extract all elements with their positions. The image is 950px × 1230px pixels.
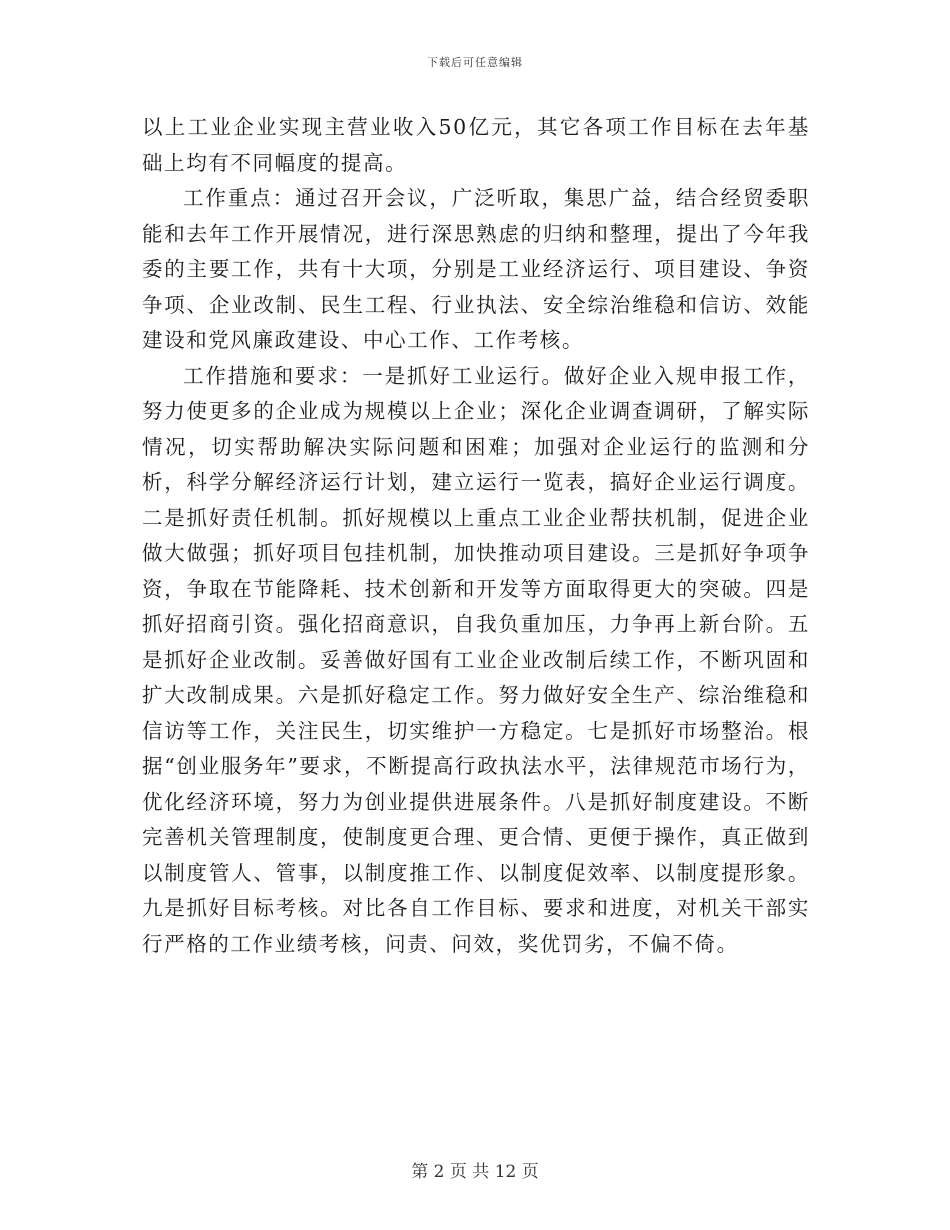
page-number-footer: 第 2 页 共 12 页 bbox=[411, 1162, 539, 1182]
paragraph-work-focus: 工作重点：通过召开会议，广泛听取，集思广益，结合经贸委职能和去年工作开展情况，进行深思熟虑的归纳和整理，提出了今年我委的主要工作，共有十大项，分别是工业经济运行、项目建设、争资争项、企业改制、民生工程、行业执法、安全综治维稳和信访、效能建设和党风廉政建设、中心工作、工作考核。 bbox=[142, 186, 810, 352]
paragraph-continuation: 以上工业企业实现主营业收入50亿元，其它各项工作目标在去年基础上均有不同幅度的提高。 bbox=[142, 115, 810, 175]
paragraph-work-measures: 工作措施和要求：一是抓好工业运行。做好企业入规申报工作，努力使更多的企业成为规模以上企业；深化企业调查调研，了解实际情况，切实帮助解决实际问题和困难；加强对企业运行的监测和分析，科学分解经济运行计划，建立运行一览表，搞好企业运行调度。二是抓好责任机制。抓好规模以上重点工业企业帮扶机制，促进企业做大做强；抓好项目包挂机制，加快推动项目建设。三是抓好争项争资，争取在节能降耗、技术创新和开发等方面取得更大的突破。四是抓好招商引资。强化招商意识，自我负重加压，力争再上新台阶。五是抓好企业改制。妥善做好国有工业企业改制后续工作，不断巩固和扩大改制成果。六是抓好稳定工作。努力做好安全生产、综治维稳和信访等工作，关注民生，切实维护一方稳定。七是抓好市场整治。根据“创业服务年”要求，不断提高行政执法水平，法律规范市场行为，优化经济环境，努力为创业提供进展条件。八是抓好制度建设。不断完善机关管理制度，使制度更合理、更合情、更便于操作，真正做到以制度管人、管事，以制度推工作、以制度促效率、以制度提形象。九是抓好目标考核。对比各自工作目标、要求和进度，对机关干部实行严格的工作业绩考核，问责、问效，奖优罚劣，不偏不倚。 bbox=[142, 363, 810, 956]
page-header: 下载后可任意编辑 bbox=[427, 56, 523, 69]
document-body bbox=[142, 110, 810, 962]
